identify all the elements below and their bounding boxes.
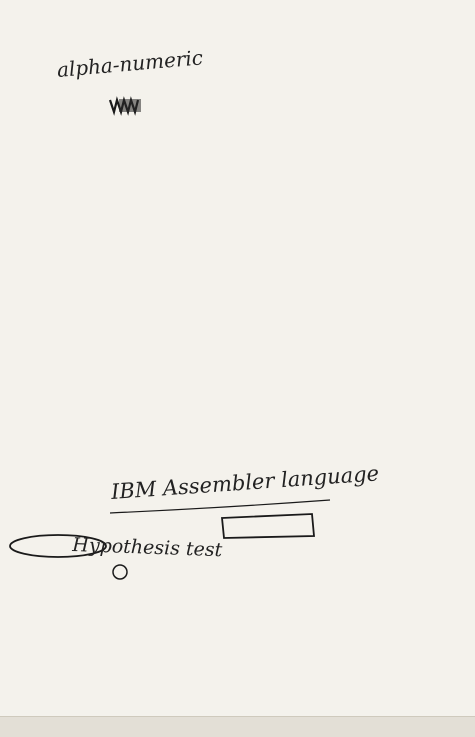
- blot-over-animals: [119, 99, 141, 112]
- box-around-as-mass: [222, 514, 314, 538]
- handwritten-note-alpha-numeric: alpha-numeric: [55, 45, 204, 82]
- scanner-bottom-strip: [0, 716, 475, 737]
- underline-stroke: [110, 500, 330, 513]
- circle-mark-popular: [113, 565, 127, 579]
- handwritten-note-hypothesis-test: Hypothesis test: [72, 534, 223, 562]
- handwritten-note-ibm-assembler: IBM Assembler language: [110, 461, 380, 504]
- scribble-over-animals: [110, 100, 138, 112]
